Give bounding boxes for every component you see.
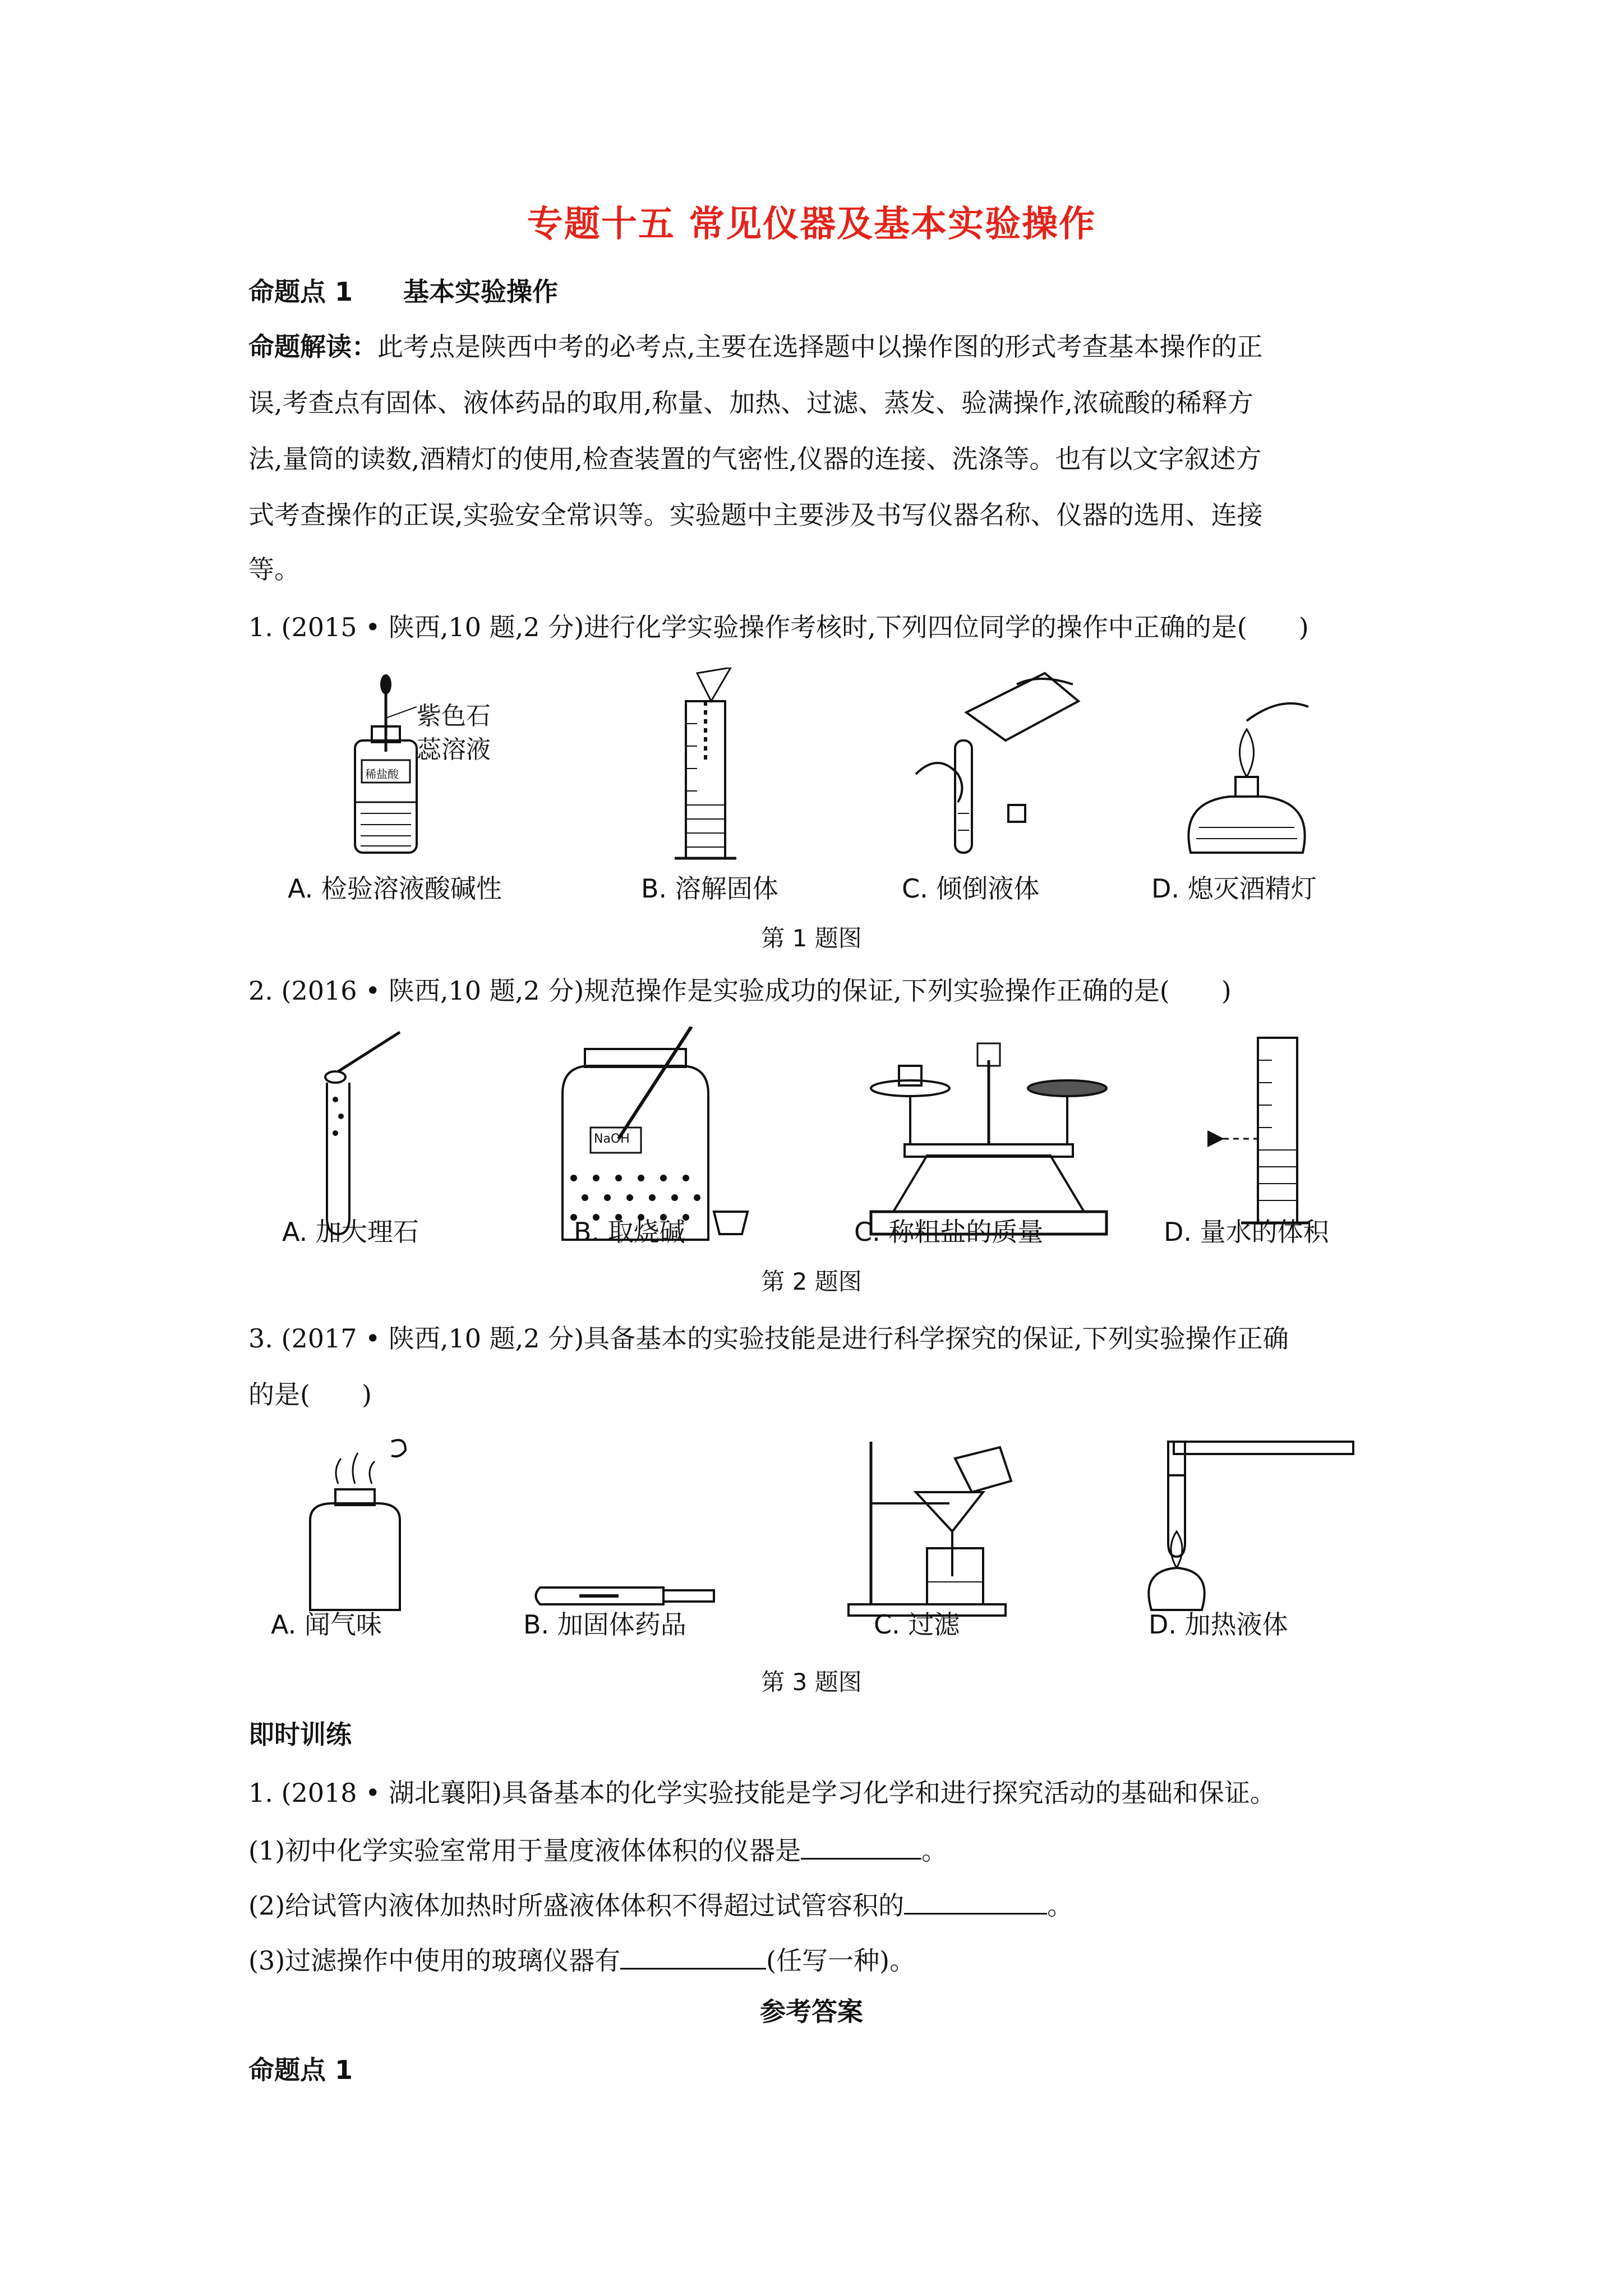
question-3-option-d: D. 加热液体	[1149, 1609, 1288, 1640]
interp-label: 命题解读：	[248, 332, 377, 362]
question-2-option-c: C. 称粗盐的质量	[854, 1217, 1044, 1247]
question-2-option-a: A. 加大理石	[282, 1217, 419, 1247]
question-1-option-a: A. 检验溶液酸碱性	[288, 873, 502, 904]
interp-line-1: 命题解读：此考点是陕西中考的必考点,主要在选择题中以操作图的形式考查基本操作的正	[248, 332, 1263, 362]
question-3-caption: 第 3 题图	[761, 1668, 862, 1696]
interp-line-2: 误,考查点有固体、液体药品的取用,称量、加热、过滤、蒸发、验满操作,浓硫酸的稀释方	[248, 388, 1253, 418]
question-2-caption: 第 2 题图	[761, 1268, 862, 1295]
section-number: 命题点 1	[248, 277, 353, 307]
practice-question-1-stem: 1. (2018 • 湖北襄阳)具备基本的化学实验技能是学习化学和进行探究活动的基础和保证。	[248, 1778, 1276, 1808]
figure-1c	[905, 668, 1106, 875]
horizontal-tube-illustration	[529, 1436, 720, 1621]
question-2-option-d: D. 量水的体积	[1164, 1217, 1329, 1247]
figure-1a	[321, 668, 523, 869]
smell-bottle-illustration	[293, 1436, 428, 1621]
figure-3b	[529, 1436, 720, 1621]
interp-line-4: 式考查操作的正误,实验安全常识等。实验题中主要涉及书写仪器名称、仪器的选用、连接	[248, 500, 1263, 530]
question-2-figures	[248, 1027, 1393, 1273]
figure-1a-text-b: 蕊溶液	[417, 735, 491, 764]
answer-blank-2[interactable]	[904, 1886, 1047, 1915]
figure-1a-text-a: 紫色石	[417, 702, 491, 730]
cylinder-dissolve-illustration	[663, 668, 776, 875]
figure-1a-bottle-label: 稀盐酸	[365, 767, 399, 781]
figure-2b-jar-label: NaOH	[594, 1132, 630, 1146]
interp-line-5: 等。	[248, 554, 300, 585]
filtration-illustration	[837, 1436, 1039, 1621]
question-1-figures	[248, 668, 1393, 937]
figure-1d	[1168, 668, 1336, 875]
question-1-option-b: B. 溶解固体	[641, 873, 778, 904]
question-3-figures	[248, 1436, 1393, 1683]
answers-heading: 参考答案	[760, 1996, 863, 2027]
question-3-option-b: B. 加固体药品	[523, 1609, 686, 1640]
practice-heading: 即时训练	[248, 1719, 352, 1750]
question-1-caption: 第 1 题图	[761, 924, 862, 952]
question-2-option-b: B. 取烧碱	[574, 1217, 685, 1247]
heating-liquid-illustration	[1129, 1436, 1364, 1621]
question-1-option-c: C. 倾倒液体	[902, 873, 1040, 904]
practice-sub-question-1: (1)初中化学实验室常用于量度液体体积的仪器是 。	[248, 1831, 1393, 1867]
pour-liquid-illustration	[905, 668, 1106, 875]
answer-blank-3[interactable]	[620, 1941, 766, 1970]
answer-blank-1[interactable]	[801, 1831, 921, 1860]
question-1-option-d: D. 熄灭酒精灯	[1151, 873, 1317, 904]
question-3-stem-line-1: 3. (2017 • 陕西,10 题,2 分)具备基本的实验技能是进行科学探究的保证,下列实验操作正确	[248, 1323, 1289, 1354]
figure-3a	[293, 1436, 428, 1621]
question-3-stem-line-2: 的是( )	[248, 1379, 372, 1410]
section-title: 基本实验操作	[403, 277, 559, 307]
practice-sub-question-2: (2)给试管内液体加热时所盛液体体积不得超过试管容积的 。	[248, 1886, 1393, 1922]
question-2-stem: 2. (2016 • 陕西,10 题,2 分)规范操作是实验成功的保证,下列实验操作正确的是( )	[248, 976, 1232, 1006]
page-title: 专题十五 常见仪器及基本实验操作	[527, 204, 1096, 245]
figure-3c	[837, 1436, 1039, 1621]
alcohol-lamp-blow-illustration	[1168, 668, 1336, 875]
answers-point-heading: 命题点 1	[248, 2055, 353, 2085]
question-3-option-a: A. 闻气味	[271, 1609, 382, 1640]
figure-1b	[663, 668, 776, 875]
figure-3d	[1129, 1436, 1364, 1621]
practice-sub-question-3: (3)过滤操作中使用的玻璃仪器有 (任写一种)。	[248, 1941, 1393, 1977]
section-heading	[248, 275, 1393, 309]
question-1-stem: 1. (2015 • 陕西,10 题,2 分)进行化学实验操作考核时,下列四位同学的操作中正确的是( )	[248, 612, 1309, 642]
question-3-option-c: C. 过滤	[874, 1609, 960, 1640]
interp-line-3: 法,量筒的读数,酒精灯的使用,检查装置的气密性,仪器的连接、洗涤等。也有以文字叙述方	[248, 444, 1262, 474]
